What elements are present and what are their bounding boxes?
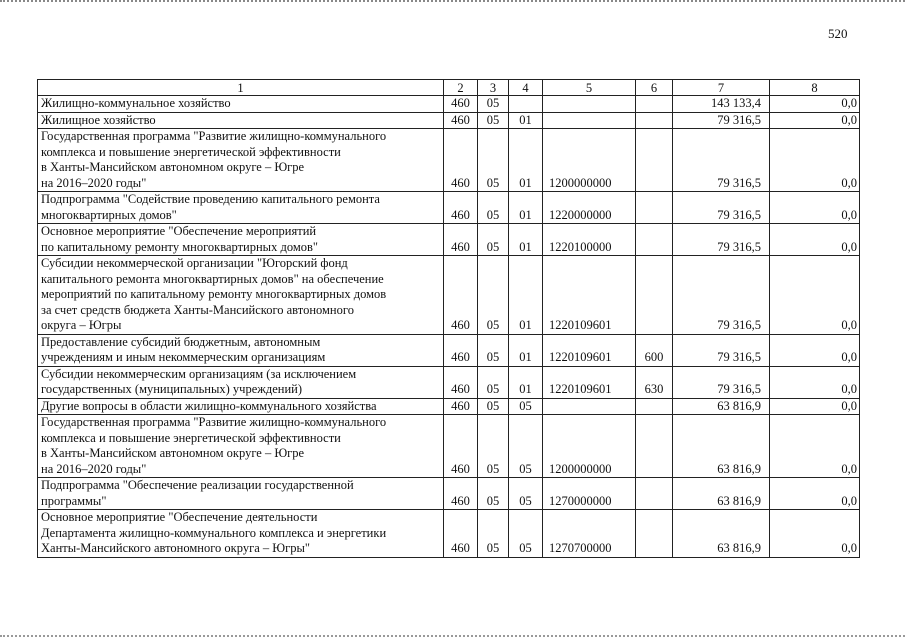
code-6-cell xyxy=(636,478,673,510)
amount-cell: 63 816,9 xyxy=(673,478,770,510)
code-2-cell: 460 xyxy=(444,256,478,335)
amount-2-cell: 0,0 xyxy=(770,129,860,192)
header-cell-8: 8 xyxy=(770,80,860,96)
amount-2-cell: 0,0 xyxy=(770,96,860,113)
code-5-cell xyxy=(543,96,636,113)
amount-2-cell: 0,0 xyxy=(770,112,860,129)
header-cell-6: 6 xyxy=(636,80,673,96)
item-name-cell: Подпрограмма "Содействие проведению капитального ремонта многоквартирных домов" xyxy=(38,192,444,224)
table-row xyxy=(38,366,860,398)
amount-cell: 143 133,4 xyxy=(673,96,770,113)
table-row xyxy=(38,112,860,129)
code-2-cell: 460 xyxy=(444,96,478,113)
code-2-cell: 460 xyxy=(444,129,478,192)
code-2-cell: 460 xyxy=(444,366,478,398)
table-row xyxy=(38,224,860,256)
amount-cell: 79 316,5 xyxy=(673,192,770,224)
code-2-cell: 460 xyxy=(444,334,478,366)
code-5-cell: 1220109601 xyxy=(543,256,636,335)
code-4-cell: 05 xyxy=(509,415,543,478)
header-cell-2: 2 xyxy=(444,80,478,96)
code-2-cell: 460 xyxy=(444,192,478,224)
amount-2-cell: 0,0 xyxy=(770,192,860,224)
code-2-cell: 460 xyxy=(444,478,478,510)
code-5-cell: 1220100000 xyxy=(543,224,636,256)
item-name-cell: Государственная программа "Развитие жилищно-коммунального комплекса и повышение энергетической эффективности в Ханты-Мансийском автономном округе – Югре на 2016–2020 годы" xyxy=(38,129,444,192)
code-4-cell: 05 xyxy=(509,398,543,415)
code-3-cell: 05 xyxy=(478,510,509,558)
header-cell-5: 5 xyxy=(543,80,636,96)
item-name-cell: Жилищно-коммунальное хозяйство xyxy=(38,96,444,113)
code-5-cell: 1270000000 xyxy=(543,478,636,510)
code-3-cell: 05 xyxy=(478,478,509,510)
code-4-cell: 05 xyxy=(509,478,543,510)
code-6-cell: 630 xyxy=(636,366,673,398)
code-4-cell: 01 xyxy=(509,334,543,366)
amount-cell: 79 316,5 xyxy=(673,256,770,335)
code-4-cell: 01 xyxy=(509,366,543,398)
code-5-cell: 1220109601 xyxy=(543,334,636,366)
code-5-cell: 1200000000 xyxy=(543,415,636,478)
item-name-cell: Субсидии некоммерческим организациям (за исключением государственных (муниципальных) учреждений) xyxy=(38,366,444,398)
item-name-cell: Основное мероприятие "Обеспечение деятельности Департамента жилищно-коммунального комплекса и энергетики Ханты-Мансийского автономного округа – Югры" xyxy=(38,510,444,558)
code-3-cell: 05 xyxy=(478,256,509,335)
code-3-cell: 05 xyxy=(478,112,509,129)
code-2-cell: 460 xyxy=(444,224,478,256)
item-name-cell: Другие вопросы в области жилищно-коммунального хозяйства xyxy=(38,398,444,415)
table-body xyxy=(38,80,860,558)
table-row xyxy=(38,96,860,113)
code-3-cell: 05 xyxy=(478,129,509,192)
header-cell-4: 4 xyxy=(509,80,543,96)
amount-cell: 79 316,5 xyxy=(673,224,770,256)
code-5-cell: 1270700000 xyxy=(543,510,636,558)
code-6-cell xyxy=(636,129,673,192)
code-3-cell: 05 xyxy=(478,415,509,478)
amount-cell: 79 316,5 xyxy=(673,334,770,366)
table-row xyxy=(38,129,860,192)
amount-cell: 63 816,9 xyxy=(673,510,770,558)
scan-edge-bottom xyxy=(0,635,905,640)
code-4-cell: 01 xyxy=(509,224,543,256)
amount-2-cell: 0,0 xyxy=(770,398,860,415)
code-5-cell: 1220000000 xyxy=(543,192,636,224)
scan-edge-top xyxy=(0,0,905,5)
code-6-cell xyxy=(636,224,673,256)
code-3-cell: 05 xyxy=(478,224,509,256)
header-row xyxy=(38,80,860,96)
table-row xyxy=(38,510,860,558)
table-row xyxy=(38,256,860,335)
code-3-cell: 05 xyxy=(478,334,509,366)
header-cell-7: 7 xyxy=(673,80,770,96)
code-2-cell: 460 xyxy=(444,398,478,415)
item-name-cell: Государственная программа "Развитие жилищно-коммунального комплекса и повышение энергетической эффективности в Ханты-Мансийском автономном округе – Югре на 2016–2020 годы" xyxy=(38,415,444,478)
code-5-cell: 1200000000 xyxy=(543,129,636,192)
code-4-cell xyxy=(509,96,543,113)
code-4-cell: 01 xyxy=(509,256,543,335)
code-5-cell xyxy=(543,398,636,415)
budget-table xyxy=(37,79,860,558)
code-4-cell: 01 xyxy=(509,192,543,224)
code-3-cell: 05 xyxy=(478,366,509,398)
amount-2-cell: 0,0 xyxy=(770,224,860,256)
code-6-cell: 600 xyxy=(636,334,673,366)
amount-cell: 79 316,5 xyxy=(673,112,770,129)
amount-2-cell: 0,0 xyxy=(770,256,860,335)
code-6-cell xyxy=(636,510,673,558)
amount-2-cell: 0,0 xyxy=(770,478,860,510)
item-name-cell: Жилищное хозяйство xyxy=(38,112,444,129)
code-6-cell xyxy=(636,112,673,129)
code-2-cell: 460 xyxy=(444,112,478,129)
code-6-cell xyxy=(636,96,673,113)
item-name-cell: Подпрограмма "Обеспечение реализации государственной программы" xyxy=(38,478,444,510)
code-6-cell xyxy=(636,192,673,224)
table-row xyxy=(38,415,860,478)
code-3-cell: 05 xyxy=(478,398,509,415)
amount-cell: 63 816,9 xyxy=(673,415,770,478)
item-name-cell: Основное мероприятие "Обеспечение мероприятий по капитальному ремонту многоквартирных домов" xyxy=(38,224,444,256)
amount-2-cell: 0,0 xyxy=(770,366,860,398)
amount-cell: 63 816,9 xyxy=(673,398,770,415)
code-6-cell xyxy=(636,415,673,478)
page-number: 520 xyxy=(828,26,848,41)
code-4-cell: 01 xyxy=(509,112,543,129)
header-cell-1: 1 xyxy=(38,80,444,96)
table-row xyxy=(38,334,860,366)
code-4-cell: 01 xyxy=(509,129,543,192)
amount-2-cell: 0,0 xyxy=(770,334,860,366)
code-2-cell: 460 xyxy=(444,510,478,558)
table-row xyxy=(38,398,860,415)
code-6-cell xyxy=(636,398,673,415)
table-row xyxy=(38,478,860,510)
code-3-cell: 05 xyxy=(478,192,509,224)
code-6-cell xyxy=(636,256,673,335)
amount-cell: 79 316,5 xyxy=(673,129,770,192)
code-2-cell: 460 xyxy=(444,415,478,478)
code-5-cell: 1220109601 xyxy=(543,366,636,398)
amount-2-cell: 0,0 xyxy=(770,510,860,558)
item-name-cell: Предоставление субсидий бюджетным, автономным учреждениям и иным некоммерческим организациям xyxy=(38,334,444,366)
amount-cell: 79 316,5 xyxy=(673,366,770,398)
item-name-cell: Субсидии некоммерческой организации "Югорский фонд капитального ремонта многоквартирных домов" на обеспечение мероприятий по капитальному ремонту многоквартирных домов за счет средств бюджета Ханты-Мансийского автономного округа – Югры xyxy=(38,256,444,335)
table-row xyxy=(38,192,860,224)
code-3-cell: 05 xyxy=(478,96,509,113)
code-5-cell xyxy=(543,112,636,129)
code-4-cell: 05 xyxy=(509,510,543,558)
amount-2-cell: 0,0 xyxy=(770,415,860,478)
header-cell-3: 3 xyxy=(478,80,509,96)
